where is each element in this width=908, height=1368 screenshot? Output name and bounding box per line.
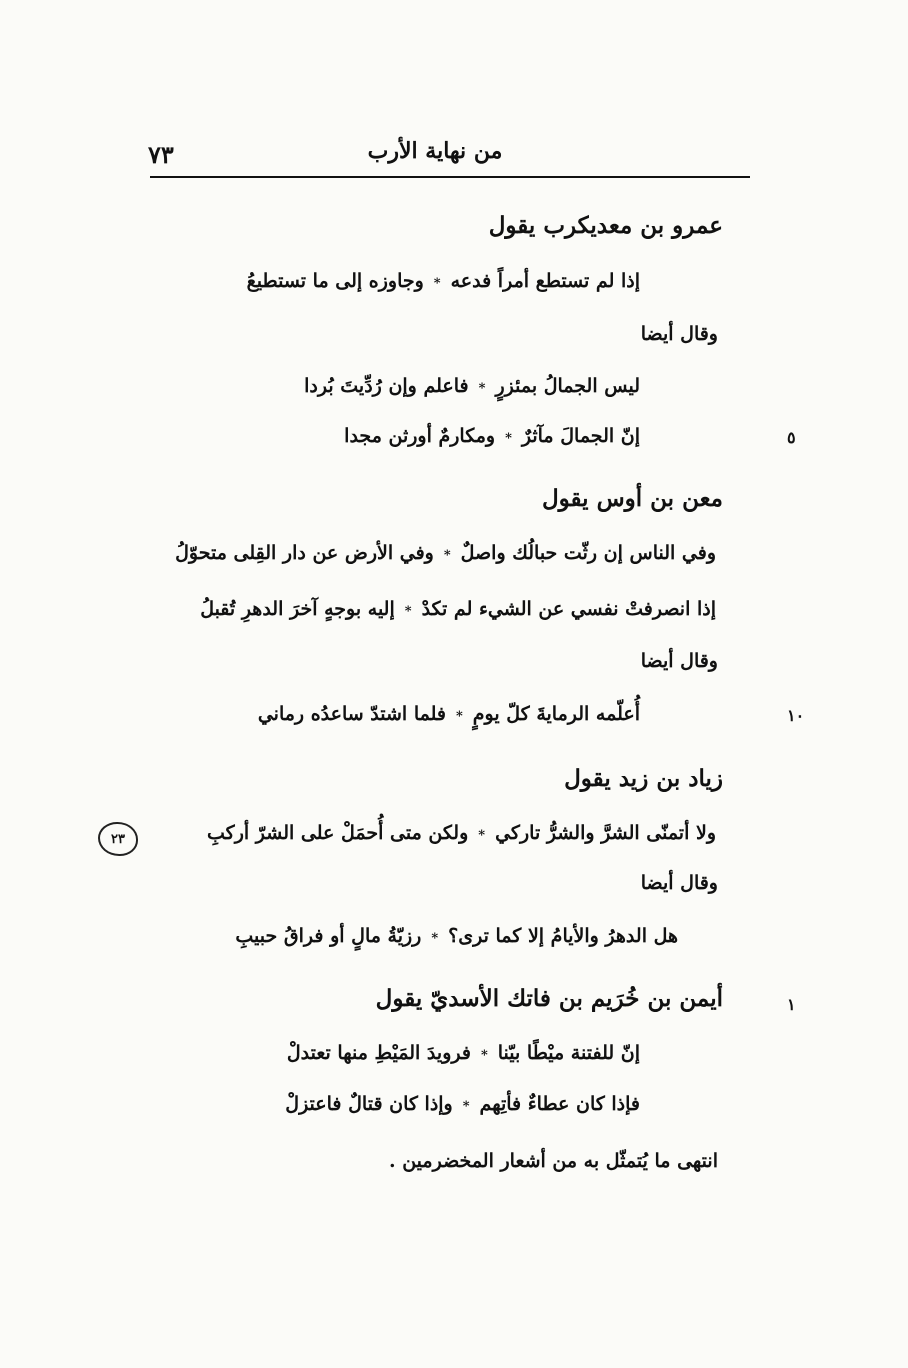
verse-separator: * (480, 1048, 488, 1063)
verse-separator: * (431, 931, 439, 946)
verse-first-hemistich: أُعلّمه الرمايةَ كلّ يومٍ (472, 703, 640, 725)
verse-separator: * (505, 431, 512, 446)
verse-line (175, 542, 716, 564)
verse-second-hemistich: وفي الأرض عن دار القِلى متحوّلُ (175, 542, 434, 564)
page-number: ٧٣ (148, 140, 174, 169)
verse-line (235, 925, 678, 947)
also-said-label: وقال أيضا (640, 650, 718, 672)
running-title: من نهاية الأرب (367, 138, 503, 164)
verse-line (247, 270, 640, 292)
verse-line (200, 598, 716, 620)
verse-first-hemistich: ليس الجمالُ بمئزرٍ (495, 375, 640, 397)
verse-separator: * (478, 381, 486, 396)
verse-second-hemistich: رزيّةُ مالٍ أو فراقُ حبيبِ (235, 925, 422, 947)
poet-heading-ziyad: زياد بن زيد يقول (564, 765, 723, 792)
verse-line (304, 375, 640, 397)
verse-second-hemistich: فاعلم وإن رُدِّيتَ بُردا (304, 375, 469, 397)
verse-second-hemistich: ومكارمٌ أورثن مجدا (344, 425, 496, 447)
verse-first-hemistich: وفي الناس إن رثّت حبالُك واصلٌ (460, 542, 716, 564)
verse-line (287, 1042, 640, 1064)
verse-second-hemistich: وجاوزه إلى ما تستطيعُ (246, 270, 424, 292)
verse-line (285, 1093, 640, 1115)
verse-second-hemistich: وإذا كان قتالٌ فاعتزلْ (285, 1093, 453, 1115)
verse-separator: * (433, 276, 441, 291)
verse-first-hemistich: فإذا كان عطاءٌ فأتِهم (479, 1093, 640, 1115)
margin-page-seal: ٢٣ (98, 822, 138, 856)
verse-second-hemistich: إليه بوجهٍ آخرَ الدهرِ تُقبلُ (200, 598, 395, 620)
also-said-label: وقال أيضا (640, 323, 718, 345)
also-said-label: وقال أيضا (640, 872, 718, 894)
verse-second-hemistich: فرويدَ المَيْطِ منها تعتدلْ (286, 1042, 471, 1064)
header-rule (150, 176, 750, 178)
closing-line: انتهى ما يُتمثّل به من أشعار المخضرمين . (388, 1150, 718, 1172)
verse-separator: * (404, 604, 412, 619)
verse-separator: * (455, 709, 463, 724)
verse-first-hemistich: إذا لم تستطع أمراً فدعه (450, 270, 640, 292)
verse-separator: * (443, 548, 451, 563)
poet-heading-amr: عمرو بن معديكرب يقول (488, 212, 723, 239)
verse-separator: * (462, 1099, 470, 1114)
verse-second-hemistich: فلما اشتدّ ساعدُه رماني (257, 703, 446, 725)
line-number: ٥ (787, 428, 796, 447)
verse-first-hemistich: إنّ الجمالَ مآثرٌ (521, 425, 640, 447)
verse-first-hemistich: إنّ للفتنة ميْطًا بيّنا (497, 1042, 640, 1064)
verse-line (207, 822, 716, 844)
verse-line (344, 425, 640, 447)
verse-first-hemistich: إذا انصرفتْ نفسي عن الشيء لم تكدْ (421, 598, 716, 620)
line-number: ١٠ (787, 706, 805, 725)
verse-first-hemistich: ولا أتمنّى الشرَّ والشرُّ تاركي (495, 822, 716, 844)
verse-second-hemistich: ولكن متى أُحمَلْ على الشرّ أركبِ (207, 822, 469, 844)
poet-heading-maan: معن بن أوس يقول (541, 485, 723, 512)
poet-heading-ayman: أيمن بن خُرَيم بن فاتك الأسديّ يقول (375, 985, 723, 1012)
verse-first-hemistich: هل الدهرُ والأيامُ إلا كما ترى؟ (448, 925, 678, 947)
verse-separator: * (478, 828, 486, 843)
line-number: ١ (787, 995, 796, 1014)
verse-line (258, 703, 640, 725)
